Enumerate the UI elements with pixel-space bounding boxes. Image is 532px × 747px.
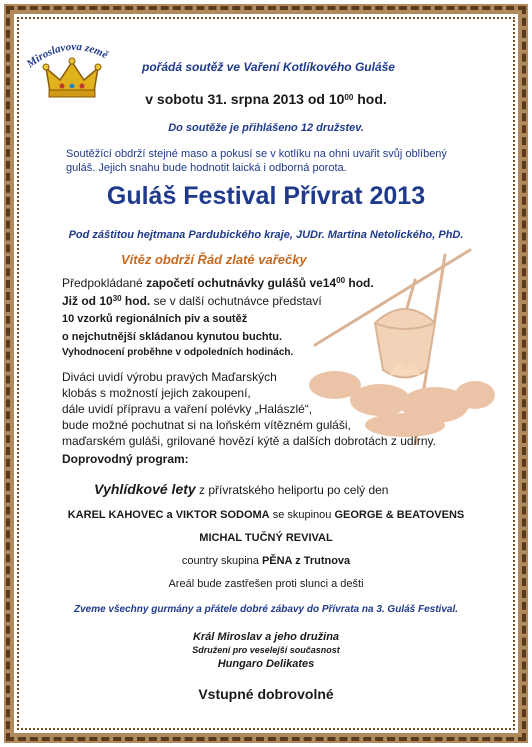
details-line-3: 10 vzorků regionálních piv a soutěž xyxy=(62,313,248,325)
visitors-line-1: Diváci uvidí výrobu pravých Maďarských xyxy=(62,370,277,384)
performers-line-2: MICHAL TUČNÝ REVIVAL xyxy=(199,532,333,544)
program-heading: Doprovodný program: xyxy=(62,452,189,466)
visitors-line-5: maďarském guláši, grilované hovězí kýtě a dalších dobrotách z udírny. xyxy=(62,434,437,448)
footer-line-3: Hungaro Delikates xyxy=(217,658,315,670)
winner-award: Vítěz obdrží Řád zlaté vařečky xyxy=(121,252,307,267)
details-line-4: o nejchutnější skládanou kynutou buchtu. xyxy=(62,331,283,343)
performers-line-1: KAREL KAHOVEC a VIKTOR SODOMA se skupinou GEORGE & BEATOVENS xyxy=(67,509,465,521)
festival-title: Guláš Festival Přívrat 2013 xyxy=(106,182,426,210)
details-line-2: Již od $10^{30}$ hod. se v další ochutnávce představí xyxy=(62,294,322,308)
logo-text: Miroslavova země xyxy=(24,40,110,71)
entry-fee: Vstupné dobrovolné xyxy=(198,686,334,702)
performers-line-3: country skupina PĚNA z Trutnova xyxy=(181,555,351,567)
intro-line-1: Soutěžící obdrží stejné maso a pokusí se v kotlíku na ohni uvařit svůj oblíbený xyxy=(66,148,447,160)
event-date: v sobotu 31. srpna 2013 od $10^{00}$ hod. xyxy=(145,91,387,107)
organizer-line: pořádá soutěž ve Vaření Kotlíkového Guláše xyxy=(142,60,395,74)
cauldron-illustration xyxy=(295,235,500,445)
intro-line-2: guláš. Jejich snahu bude hodnotit laická i odborná porota. xyxy=(66,162,347,174)
teams-count: Do soutěže je přihlášeno 12 družstev. xyxy=(168,122,364,134)
details-line-5: Vyhodnocení proběhne v odpoledních hodinách. xyxy=(62,347,294,358)
visitors-line-4: bude možné pochutnat si na loňském vítězném guláši, xyxy=(62,418,351,432)
helicopter-flights: Vyhlídkové lety z přívratského heliportu po celý den xyxy=(94,481,389,497)
visitors-line-2: klobás s možností jejich zakoupení, xyxy=(62,386,251,400)
patronage-line: Pod záštitou hejtmana Pardubického kraje, JUDr. Martina Netolického, PhD. xyxy=(68,229,464,241)
details-line-1: Předpokládané započetí ochutnávky gulášů $ve14^{00}$ hod. xyxy=(62,276,374,290)
venue-covered: Areál bude zastřešen proti slunci a dešti xyxy=(168,578,364,590)
footer-line-2: Sdružení pro veselejší současnost xyxy=(192,645,340,655)
invitation-line: Zveme všechny gurmány a přátele dobré zábavy do Přívrata na 3. Guláš Festival. xyxy=(73,604,459,615)
visitors-line-3: dále uvidí přípravu a vaření polévky „Halászlé“, xyxy=(62,402,313,416)
footer-line-1: Král Miroslav a jeho družina xyxy=(192,631,340,643)
